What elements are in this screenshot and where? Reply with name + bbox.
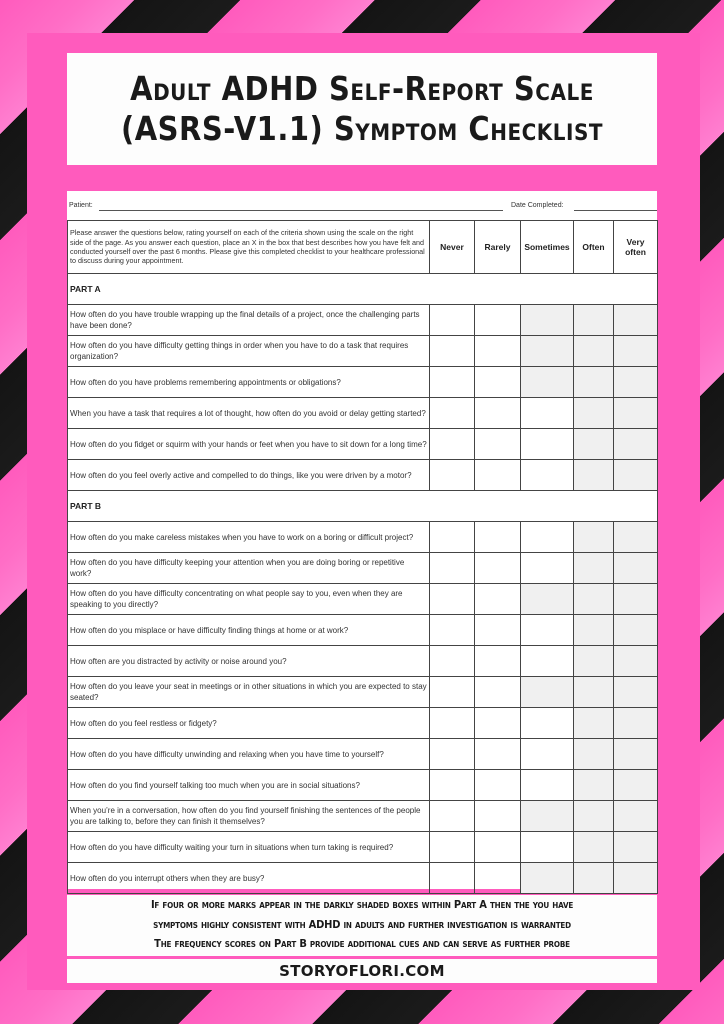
table-row: [68, 398, 658, 429]
answer-box-rarely[interactable]: [475, 863, 521, 894]
question-text: How often do you fidget or squirm with your hands or feet when you have to sit down for a long time?: [68, 429, 430, 460]
answer-box-rarely[interactable]: [475, 398, 521, 429]
question-text: How often do you feel overly active and compelled to do things, like you were driven by a motor?: [68, 460, 430, 491]
page-title-line-2: (ASRS-V1.1) Symptom Checklist: [120, 109, 604, 149]
answer-box-often[interactable]: [574, 429, 614, 460]
answer-box-never[interactable]: [430, 398, 475, 429]
answer-box-never[interactable]: [430, 584, 475, 615]
answer-box-never[interactable]: [430, 863, 475, 894]
question-text: How often do you leave your seat in meetings or in other situations in which you are expected to stay seated?: [68, 677, 430, 708]
answer-box-very-often[interactable]: [614, 336, 658, 367]
answer-box-rarely[interactable]: [475, 336, 521, 367]
date-completed-field[interactable]: [574, 210, 657, 211]
answer-box-often[interactable]: [574, 398, 614, 429]
answer-box-rarely[interactable]: [475, 367, 521, 398]
scoring-note-line-3: The frequency scores on Part B provide additional cues and can serve as further probe: [154, 937, 570, 950]
answer-box-never[interactable]: [430, 336, 475, 367]
answer-box-rarely[interactable]: [475, 646, 521, 677]
answer-box-often[interactable]: [574, 708, 614, 739]
table-row: [68, 336, 658, 367]
answer-box-sometimes[interactable]: [521, 429, 574, 460]
answer-box-rarely[interactable]: [475, 429, 521, 460]
answer-box-never[interactable]: [430, 708, 475, 739]
question-text: How often do you have trouble wrapping up the final details of a project, once the challenging parts have been done?: [68, 305, 430, 336]
answer-box-rarely[interactable]: [475, 801, 521, 832]
answer-box-often[interactable]: [574, 863, 614, 894]
answer-box-sometimes[interactable]: [521, 708, 574, 739]
website-banner: [67, 959, 657, 983]
answer-box-often[interactable]: [574, 832, 614, 863]
answer-box-often[interactable]: [574, 367, 614, 398]
answer-box-rarely[interactable]: [475, 770, 521, 801]
table-row: [68, 522, 658, 553]
answer-box-sometimes[interactable]: [521, 677, 574, 708]
answer-box-sometimes[interactable]: [521, 739, 574, 770]
answer-box-often[interactable]: [574, 522, 614, 553]
column-header-often: Often: [574, 221, 614, 274]
question-text: How often do you make careless mistakes when you have to work on a boring or difficult project?: [68, 522, 430, 553]
answer-box-never[interactable]: [430, 429, 475, 460]
table-row: [68, 677, 658, 708]
answer-box-never[interactable]: [430, 367, 475, 398]
title-banner: [67, 53, 657, 165]
table-row: [68, 646, 658, 677]
part-a-label: PART A: [68, 274, 658, 305]
question-text: How often do you have difficulty concentrating on what people say to you, even when they are speaking to you directly?: [68, 584, 430, 615]
answer-box-rarely[interactable]: [475, 522, 521, 553]
answer-box-rarely[interactable]: [475, 584, 521, 615]
answer-box-never[interactable]: [430, 460, 475, 491]
answer-box-sometimes[interactable]: [521, 770, 574, 801]
answer-box-often[interactable]: [574, 615, 614, 646]
answer-box-often[interactable]: [574, 770, 614, 801]
scoring-note: [67, 895, 657, 956]
answer-box-rarely[interactable]: [475, 677, 521, 708]
question-text: How often do you have problems remembering appointments or obligations?: [68, 367, 430, 398]
question-text: How often do you have difficulty waiting your turn in situations when turn taking is required?: [68, 832, 430, 863]
question-text: How often do you misplace or have difficulty finding things at home or at work?: [68, 615, 430, 646]
answer-box-very-often[interactable]: [614, 863, 658, 894]
answer-box-never[interactable]: [430, 646, 475, 677]
answer-box-never[interactable]: [430, 553, 475, 584]
answer-box-never[interactable]: [430, 677, 475, 708]
answer-box-often[interactable]: [574, 336, 614, 367]
table-row: [68, 429, 658, 460]
question-text: How often do you have difficulty getting things in order when you have to do a task that requires organization?: [68, 336, 430, 367]
answer-box-very-often[interactable]: [614, 770, 658, 801]
scoring-note-line-2: symptoms highly consistent with ADHD in adults and further investigation is warranted: [153, 917, 571, 931]
question-text: How often do you find yourself talking too much when you are in social situations?: [68, 770, 430, 801]
scoring-note-line-1: If four or more marks appear in the darkly shaded boxes within Part A then the you have: [150, 898, 574, 911]
table-row: [68, 305, 658, 336]
answer-box-very-often[interactable]: [614, 615, 658, 646]
answer-box-often[interactable]: [574, 553, 614, 584]
part-a-header-row: [68, 274, 658, 305]
answer-box-sometimes[interactable]: [521, 367, 574, 398]
answer-box-never[interactable]: [430, 739, 475, 770]
answer-box-rarely[interactable]: [475, 832, 521, 863]
table-row: [68, 801, 658, 832]
answer-box-very-often[interactable]: [614, 677, 658, 708]
answer-box-often[interactable]: [574, 584, 614, 615]
answer-box-very-often[interactable]: [614, 553, 658, 584]
table-row: [68, 832, 658, 863]
table-row: [68, 460, 658, 491]
table-row: [68, 739, 658, 770]
patient-label: Patient:: [69, 202, 93, 209]
answer-box-very-often[interactable]: [614, 398, 658, 429]
answer-box-never[interactable]: [430, 522, 475, 553]
answer-box-very-often[interactable]: [614, 429, 658, 460]
table-row: [68, 367, 658, 398]
symptom-table: [67, 220, 658, 894]
answer-box-sometimes[interactable]: [521, 801, 574, 832]
table-row: [68, 553, 658, 584]
question-text: When you’re in a conversation, how often do you find yourself finishing the sentences of the people you are talking to, before they can finish it themselves?: [68, 801, 430, 832]
answer-box-very-often[interactable]: [614, 305, 658, 336]
question-text: How often do you have difficulty unwinding and relaxing when you have time to yourself?: [68, 739, 430, 770]
patient-field[interactable]: [99, 210, 503, 211]
part-b-header-row: [68, 491, 658, 522]
table-header-row: [68, 221, 658, 274]
instructions-text: Please answer the questions below, rating yourself on each of the criteria shown using the scale on the right side of the page. As you answer each question, place an X in the box that best describes how you have felt and conducted yourself over the past 6 months. Please give this completed checklist to your healthcare professional to discuss during your appointment.: [68, 221, 430, 274]
answer-box-rarely[interactable]: [475, 305, 521, 336]
answer-box-very-often[interactable]: [614, 832, 658, 863]
answer-box-never[interactable]: [430, 305, 475, 336]
answer-box-sometimes[interactable]: [521, 553, 574, 584]
answer-box-never[interactable]: [430, 770, 475, 801]
answer-box-very-often[interactable]: [614, 584, 658, 615]
question-text: How often do you have difficulty keeping your attention when you are doing boring or repetitive work?: [68, 553, 430, 584]
answer-box-sometimes[interactable]: [521, 615, 574, 646]
date-completed-label: Date Completed:: [511, 202, 564, 209]
answer-box-very-often[interactable]: [614, 801, 658, 832]
answer-box-rarely[interactable]: [475, 553, 521, 584]
answer-box-very-often[interactable]: [614, 708, 658, 739]
page-title-line-1: Adult ADHD Self-Report Scale: [130, 69, 594, 109]
answer-box-rarely[interactable]: [475, 460, 521, 491]
answer-box-rarely[interactable]: [475, 615, 521, 646]
checklist-form: [67, 191, 657, 889]
answer-box-sometimes[interactable]: [521, 305, 574, 336]
column-header-never: Never: [430, 221, 475, 274]
question-text: How often do you feel restless or fidgety?: [68, 708, 430, 739]
answer-box-very-often[interactable]: [614, 367, 658, 398]
answer-box-often[interactable]: [574, 460, 614, 491]
answer-box-very-often[interactable]: [614, 646, 658, 677]
answer-box-never[interactable]: [430, 832, 475, 863]
answer-box-very-often[interactable]: [614, 460, 658, 491]
answer-box-sometimes[interactable]: [521, 646, 574, 677]
column-header-rarely: Rarely: [475, 221, 521, 274]
answer-box-never[interactable]: [430, 801, 475, 832]
column-header-very-often: Very often: [614, 221, 658, 274]
website-link[interactable]: STORYOFLORI.COM: [279, 962, 445, 980]
part-b-label: PART B: [68, 491, 658, 522]
answer-box-very-often[interactable]: [614, 739, 658, 770]
answer-box-never[interactable]: [430, 615, 475, 646]
table-row: [68, 615, 658, 646]
question-text: When you have a task that requires a lot of thought, how often do you avoid or delay getting started?: [68, 398, 430, 429]
answer-box-often[interactable]: [574, 646, 614, 677]
question-text: How often do you interrupt others when they are busy?: [68, 863, 430, 894]
answer-box-sometimes[interactable]: [521, 863, 574, 894]
answer-box-often[interactable]: [574, 677, 614, 708]
table-row: [68, 584, 658, 615]
answer-box-often[interactable]: [574, 801, 614, 832]
answer-box-sometimes[interactable]: [521, 398, 574, 429]
answer-box-sometimes[interactable]: [521, 584, 574, 615]
answer-box-sometimes[interactable]: [521, 832, 574, 863]
question-text: How often are you distracted by activity or noise around you?: [68, 646, 430, 677]
column-header-sometimes: Sometimes: [521, 221, 574, 274]
table-row: [68, 770, 658, 801]
answer-box-sometimes[interactable]: [521, 522, 574, 553]
answer-box-very-often[interactable]: [614, 522, 658, 553]
answer-box-sometimes[interactable]: [521, 460, 574, 491]
answer-box-often[interactable]: [574, 739, 614, 770]
answer-box-sometimes[interactable]: [521, 336, 574, 367]
patient-info-row: [67, 191, 657, 219]
table-row: [68, 863, 658, 894]
answer-box-often[interactable]: [574, 305, 614, 336]
table-row: [68, 708, 658, 739]
answer-box-rarely[interactable]: [475, 739, 521, 770]
answer-box-rarely[interactable]: [475, 708, 521, 739]
